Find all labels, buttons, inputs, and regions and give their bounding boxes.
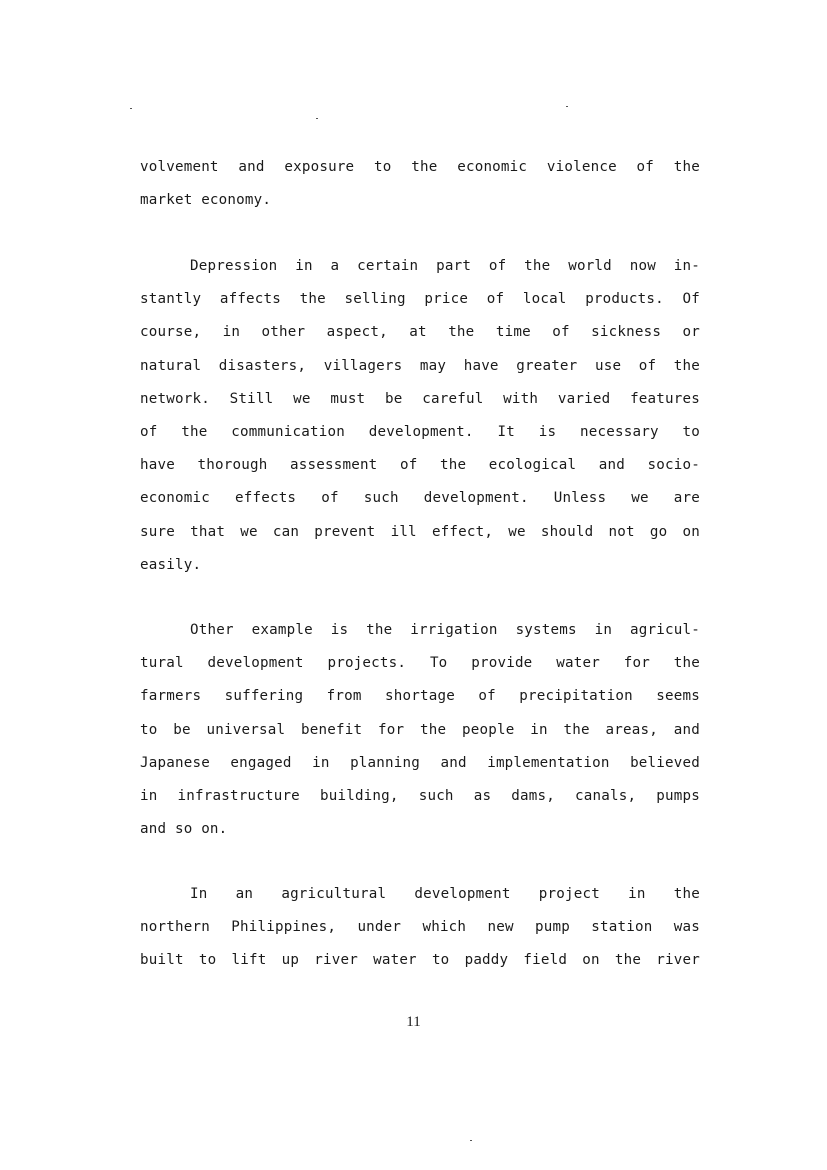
text-line: network. Still we must be careful with varied features [140,390,700,407]
text-line: Depression in a certain part of the world now in- [190,258,700,274]
text-line: volvement and exposure to the economic violence of the [140,159,700,175]
text-line: easily. [140,556,202,573]
paragraph-3 [140,614,700,846]
text-line: in infrastructure building, such as dams, canals, pumps [140,787,700,804]
text-line: market economy. [140,192,272,209]
text-line: to be universal benefit for the people in the areas, and [140,721,700,738]
text-line: natural disasters, villagers may have greater use of the [140,357,700,374]
text-line: Other example is the irrigation systems in agricul- [190,622,700,638]
text-line: have thorough assessment of the ecological and socio- [140,457,700,474]
text-line: sure that we can prevent ill effect, we should not go on [140,523,700,540]
text-line: course, in other aspect, at the time of sickness or [140,324,700,341]
text-line: stantly affects the selling price of local products. Of [140,291,700,308]
scan-speck [470,1140,472,1141]
text-line: built to lift up river water to paddy field on the river [140,952,700,969]
scan-speck [130,108,132,109]
page-number: 11 [406,1014,421,1030]
text-line: tural development projects. To provide water for the [140,655,700,672]
scan-speck [316,118,318,119]
text-line: northern Philippines, under which new pump station was [140,919,700,936]
text-line: Japanese engaged in planning and implementation believed [140,754,700,771]
paragraph-2 [140,250,700,582]
text-line: farmers suffering from shortage of precipitation seems [140,688,700,705]
scan-speck [566,106,568,107]
paragraph-4 [140,878,700,978]
paragraph-1 [140,151,700,217]
text-line: and so on. [140,821,228,838]
text-line: of the communication development. It is necessary to [140,423,700,440]
text-line: economic effects of such development. Unless we are [140,490,700,507]
text-line: In an agricultural development project in the [190,886,700,902]
